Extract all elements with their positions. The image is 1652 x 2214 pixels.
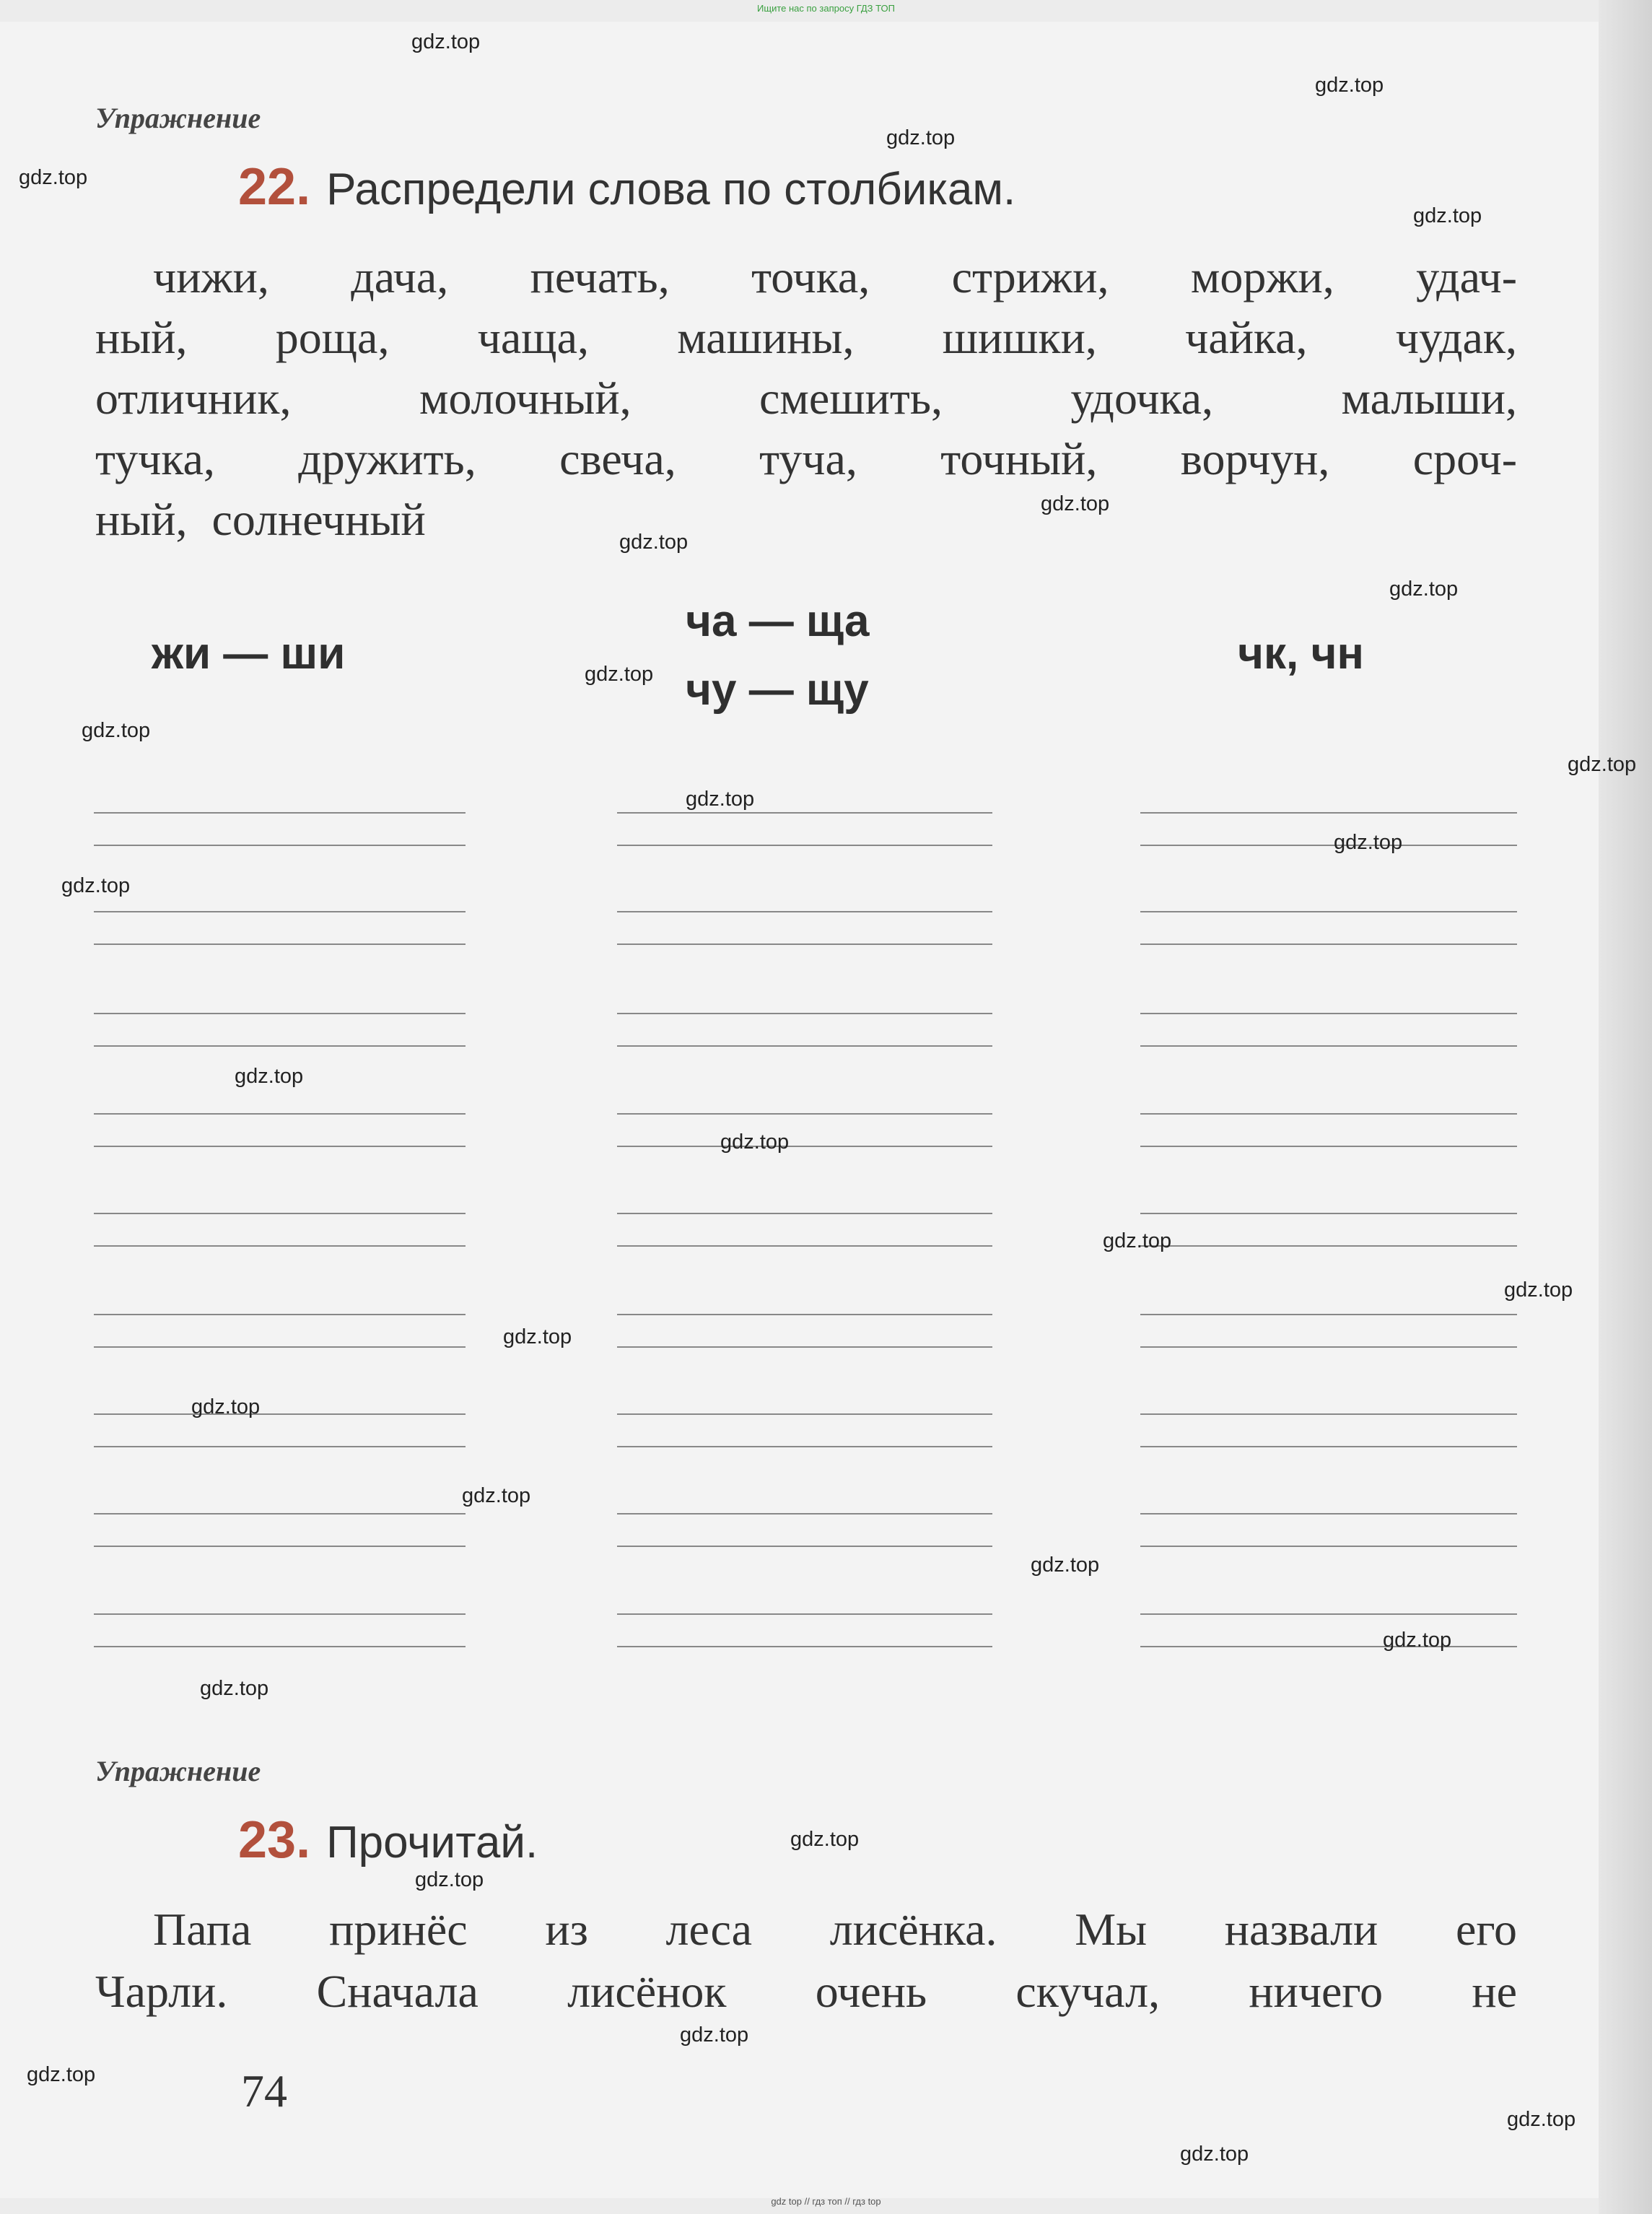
exercise-22-title: Распредели слова по столбикам. xyxy=(326,165,1016,214)
watermark: gdz.top xyxy=(82,719,151,742)
writing-line xyxy=(94,1346,466,1348)
watermark: gdz.top xyxy=(1568,753,1637,776)
writing-line xyxy=(1140,1546,1517,1547)
writing-line xyxy=(94,1245,466,1247)
exercise-23-heading xyxy=(238,1810,538,1870)
watermark: gdz.top xyxy=(886,126,956,149)
exercise-23-title: Прочитай. xyxy=(326,1818,538,1867)
watermark: gdz.top xyxy=(235,1065,304,1088)
writing-line xyxy=(617,1045,992,1047)
writing-line xyxy=(94,943,466,945)
exercise-22-heading xyxy=(238,157,1015,217)
writing-line xyxy=(617,1213,992,1214)
writing-line xyxy=(1140,1113,1517,1115)
writing-line xyxy=(1140,1346,1517,1348)
watermark: gdz.top xyxy=(1507,2108,1576,2131)
watermark: gdz.top xyxy=(1103,1229,1172,1252)
writing-line xyxy=(94,1213,466,1214)
writing-line xyxy=(94,1146,466,1147)
writing-line xyxy=(94,812,466,814)
writing-line xyxy=(1140,1613,1517,1615)
writing-line xyxy=(94,1314,466,1315)
writing-line xyxy=(617,911,992,912)
page-number: 74 xyxy=(241,2065,287,2117)
watermark: gdz.top xyxy=(1413,204,1482,227)
column-header-zhi-shi: жи — ши xyxy=(152,629,346,679)
word-list-line: ный, солнечный xyxy=(95,494,426,545)
writing-line xyxy=(94,1413,466,1415)
writing-line xyxy=(94,1113,466,1115)
writing-line xyxy=(94,1646,466,1647)
watermark: gdz.top xyxy=(200,1677,269,1700)
watermark: gdz.top xyxy=(503,1325,572,1348)
writing-line xyxy=(1140,812,1517,814)
writing-line xyxy=(617,1446,992,1447)
writing-line xyxy=(94,1513,466,1515)
watermark: gdz.top xyxy=(415,1868,484,1891)
watermark: gdz.top xyxy=(1334,831,1403,854)
writing-line xyxy=(1140,1413,1517,1415)
writing-line xyxy=(1140,1513,1517,1515)
writing-line xyxy=(617,1013,992,1014)
watermark: gdz.top xyxy=(1041,492,1110,515)
exercise-23-label: Упражнение xyxy=(95,1755,261,1787)
reading-text-line: Папа принёс из леса лисёнка. Мы назвали его xyxy=(153,1904,1517,1955)
writing-line xyxy=(617,1346,992,1348)
watermark: gdz.top xyxy=(1383,1629,1452,1652)
exercise-23-number: 23. xyxy=(238,1811,311,1869)
page-gutter xyxy=(1599,0,1652,2214)
watermark: gdz.top xyxy=(1180,2143,1249,2166)
writing-line xyxy=(94,911,466,912)
writing-line xyxy=(94,1446,466,1447)
writing-line xyxy=(617,1546,992,1547)
writing-line xyxy=(1140,911,1517,912)
writing-line xyxy=(617,1113,992,1115)
writing-line xyxy=(1140,845,1517,846)
writing-line xyxy=(94,1045,466,1047)
watermark: gdz.top xyxy=(1031,1553,1100,1577)
watermark: gdz.top xyxy=(27,2063,96,2086)
writing-line xyxy=(617,1245,992,1247)
writing-line xyxy=(617,1146,992,1147)
exercise-22-label: Упражнение xyxy=(95,102,261,134)
watermark: gdz.top xyxy=(1504,1278,1573,1302)
writing-line xyxy=(617,845,992,846)
writing-line xyxy=(617,1513,992,1515)
watermark: gdz.top xyxy=(19,166,88,189)
watermark: gdz.top xyxy=(585,663,654,686)
writing-line xyxy=(1140,1146,1517,1147)
writing-line xyxy=(1140,1213,1517,1214)
word-list xyxy=(95,247,1517,550)
writing-line xyxy=(617,943,992,945)
watermark: gdz.top xyxy=(720,1130,790,1154)
bottom-banner: gdz top // гдз топ // гдз top xyxy=(771,2196,881,2207)
watermark: gdz.top xyxy=(462,1484,531,1507)
word-list-line: отличник, молочный, смешить, удочка, малыши, xyxy=(95,372,1517,424)
writing-line xyxy=(617,1613,992,1615)
column-header-chu-shchu: чу — щу xyxy=(686,665,869,715)
writing-line xyxy=(1140,1045,1517,1047)
writing-line xyxy=(1140,943,1517,945)
watermark: gdz.top xyxy=(61,874,131,897)
column-header-chk-chn: чк, чн xyxy=(1238,629,1364,679)
writing-line xyxy=(1140,1646,1517,1647)
watermark: gdz.top xyxy=(790,1828,860,1851)
writing-line xyxy=(617,812,992,814)
writing-line xyxy=(94,845,466,846)
reading-text xyxy=(95,1899,1517,2023)
writing-line xyxy=(617,1413,992,1415)
writing-line xyxy=(94,1546,466,1547)
writing-line xyxy=(1140,1314,1517,1315)
watermark: gdz.top xyxy=(680,2023,749,2047)
word-list-line: тучка, дружить, свеча, туча, точный, ворчун, сроч- xyxy=(95,433,1517,484)
watermark: gdz.top xyxy=(191,1395,261,1418)
writing-line xyxy=(1140,1245,1517,1247)
column-header-cha-shcha: ча — ща xyxy=(686,596,870,646)
reading-text-line: Чарли. Сначала лисёнок очень скучал, ничего не xyxy=(95,1966,1517,2017)
watermark: gdz.top xyxy=(411,30,481,53)
watermark: gdz.top xyxy=(686,788,755,811)
watermark: gdz.top xyxy=(619,531,689,554)
watermark: gdz.top xyxy=(1389,578,1459,601)
writing-line xyxy=(617,1646,992,1647)
writing-line xyxy=(94,1013,466,1014)
writing-line xyxy=(94,1613,466,1615)
writing-line xyxy=(1140,1013,1517,1014)
top-banner: Ищите нас по запросу ГДЗ ТОП xyxy=(757,3,895,14)
writing-line xyxy=(1140,1446,1517,1447)
word-list-line: ный, роща, чаща, машины, шишки, чайка, чудак, xyxy=(95,312,1517,363)
writing-line xyxy=(617,1314,992,1315)
exercise-22-number: 22. xyxy=(238,158,311,216)
word-list-line: чижи, дача, печать, точка, стрижи, моржи, удач- xyxy=(153,251,1517,302)
watermark: gdz.top xyxy=(1315,74,1384,97)
